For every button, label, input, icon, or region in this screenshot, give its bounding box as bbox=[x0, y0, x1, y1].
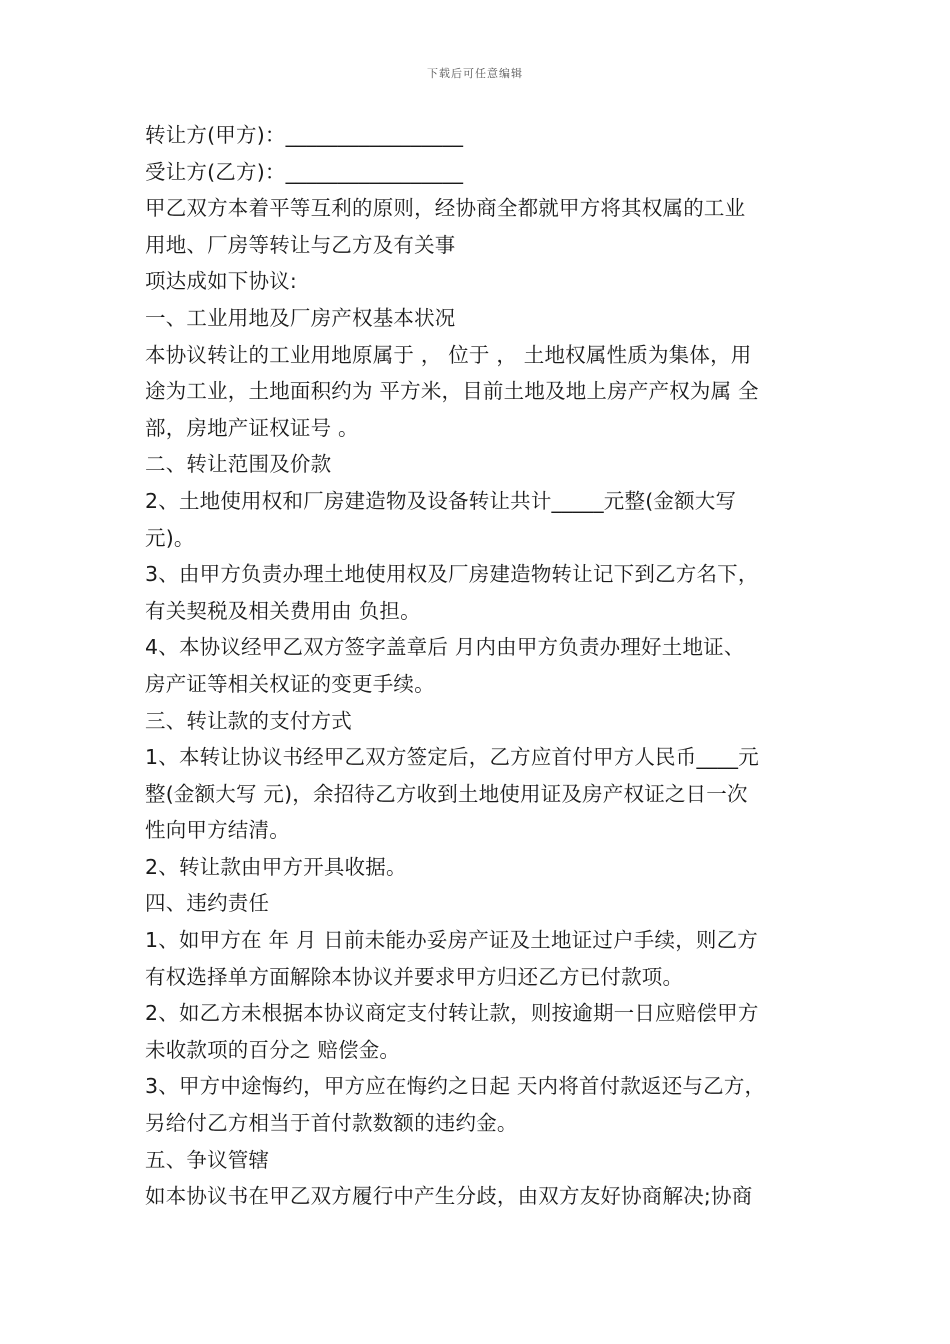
clause-line: 有关契税及相关费用由 负担。 bbox=[145, 598, 421, 623]
clause-line: 4、本协议经甲乙双方签字盖章后 月内由甲方负责办理好土地证、 bbox=[145, 635, 745, 660]
clause-line: 1、如甲方在 年 月 日前未能办妥房产证及土地证过户手续，则乙方 bbox=[145, 928, 758, 953]
clause-line: 另给付乙方相当于首付款数额的违约金。 bbox=[145, 1111, 518, 1136]
clause-line: 2、如乙方未根据本协议商定支付转让款，则按逾期一日应赔偿甲方 bbox=[145, 1001, 759, 1026]
preamble-line: 用地、厂房等转让与乙方及有关事 bbox=[145, 232, 456, 257]
paragraph-line: 本协议转让的工业用地原属于 ， 位于 ， 土地权属性质为集体，用 bbox=[145, 342, 752, 367]
section-heading: 四、违约责任 bbox=[145, 891, 270, 916]
preamble-line: 甲乙双方本着平等互利的原则，经协商全都就甲方将其权属的工业 bbox=[145, 196, 746, 221]
section-heading: 二、转让范围及价款 bbox=[145, 452, 332, 477]
preamble-line: 项达成如下协议: bbox=[145, 269, 298, 294]
clause-line: 性向甲方结清。 bbox=[145, 818, 290, 843]
clause-line: 元)。 bbox=[145, 525, 195, 550]
clause-line: 房产证等相关权证的变更手续。 bbox=[145, 671, 435, 696]
clause-line: 3、由甲方负责办理土地使用权及厂房建造物转让记下到乙方名下， bbox=[145, 562, 759, 587]
clause-line: 3、甲方中途悔约，甲方应在悔约之日起 天内将首付款返还与乙方， bbox=[145, 1074, 766, 1099]
section-heading: 三、转让款的支付方式 bbox=[145, 708, 352, 733]
transferor-line: 转让方(甲方)：_________________ bbox=[145, 123, 464, 147]
clause-line: 整(金额大写 元)，余招待乙方收到土地使用证及房产权证之日一次 bbox=[145, 781, 748, 806]
paragraph-line: 途为工业，土地面积约为 平方米，目前土地及地上房产产权为属 全 bbox=[145, 379, 759, 404]
section-heading: 一、工业用地及厂房产权基本状况 bbox=[145, 305, 456, 330]
document-body bbox=[145, 117, 825, 1215]
paragraph-line: 部，房地产证权证号 。 bbox=[145, 415, 359, 440]
transferee-line: 受让方(乙方)：_________________ bbox=[145, 159, 464, 184]
clause-line: 未收款项的百分之 赔偿金。 bbox=[145, 1037, 401, 1062]
clause-line: 2、转让款由甲方开具收据。 bbox=[145, 854, 407, 879]
page-header: 下载后可任意编辑 bbox=[427, 67, 523, 80]
paragraph-line: 如本协议书在甲乙双方履行中产生分歧，由双方友好协商解决;协商 bbox=[145, 1184, 753, 1209]
clause-line: 有权选择单方面解除本协议并要求甲方归还乙方已付款项。 bbox=[145, 964, 684, 989]
section-heading: 五、争议管辖 bbox=[145, 1147, 270, 1172]
clause-line: 1、本转让协议书经甲乙双方签定后，乙方应首付甲方人民币____元 bbox=[145, 745, 759, 770]
clause-line: 2、土地使用权和厂房建造物及设备转让共计_____元整(金额大写 bbox=[145, 488, 737, 513]
